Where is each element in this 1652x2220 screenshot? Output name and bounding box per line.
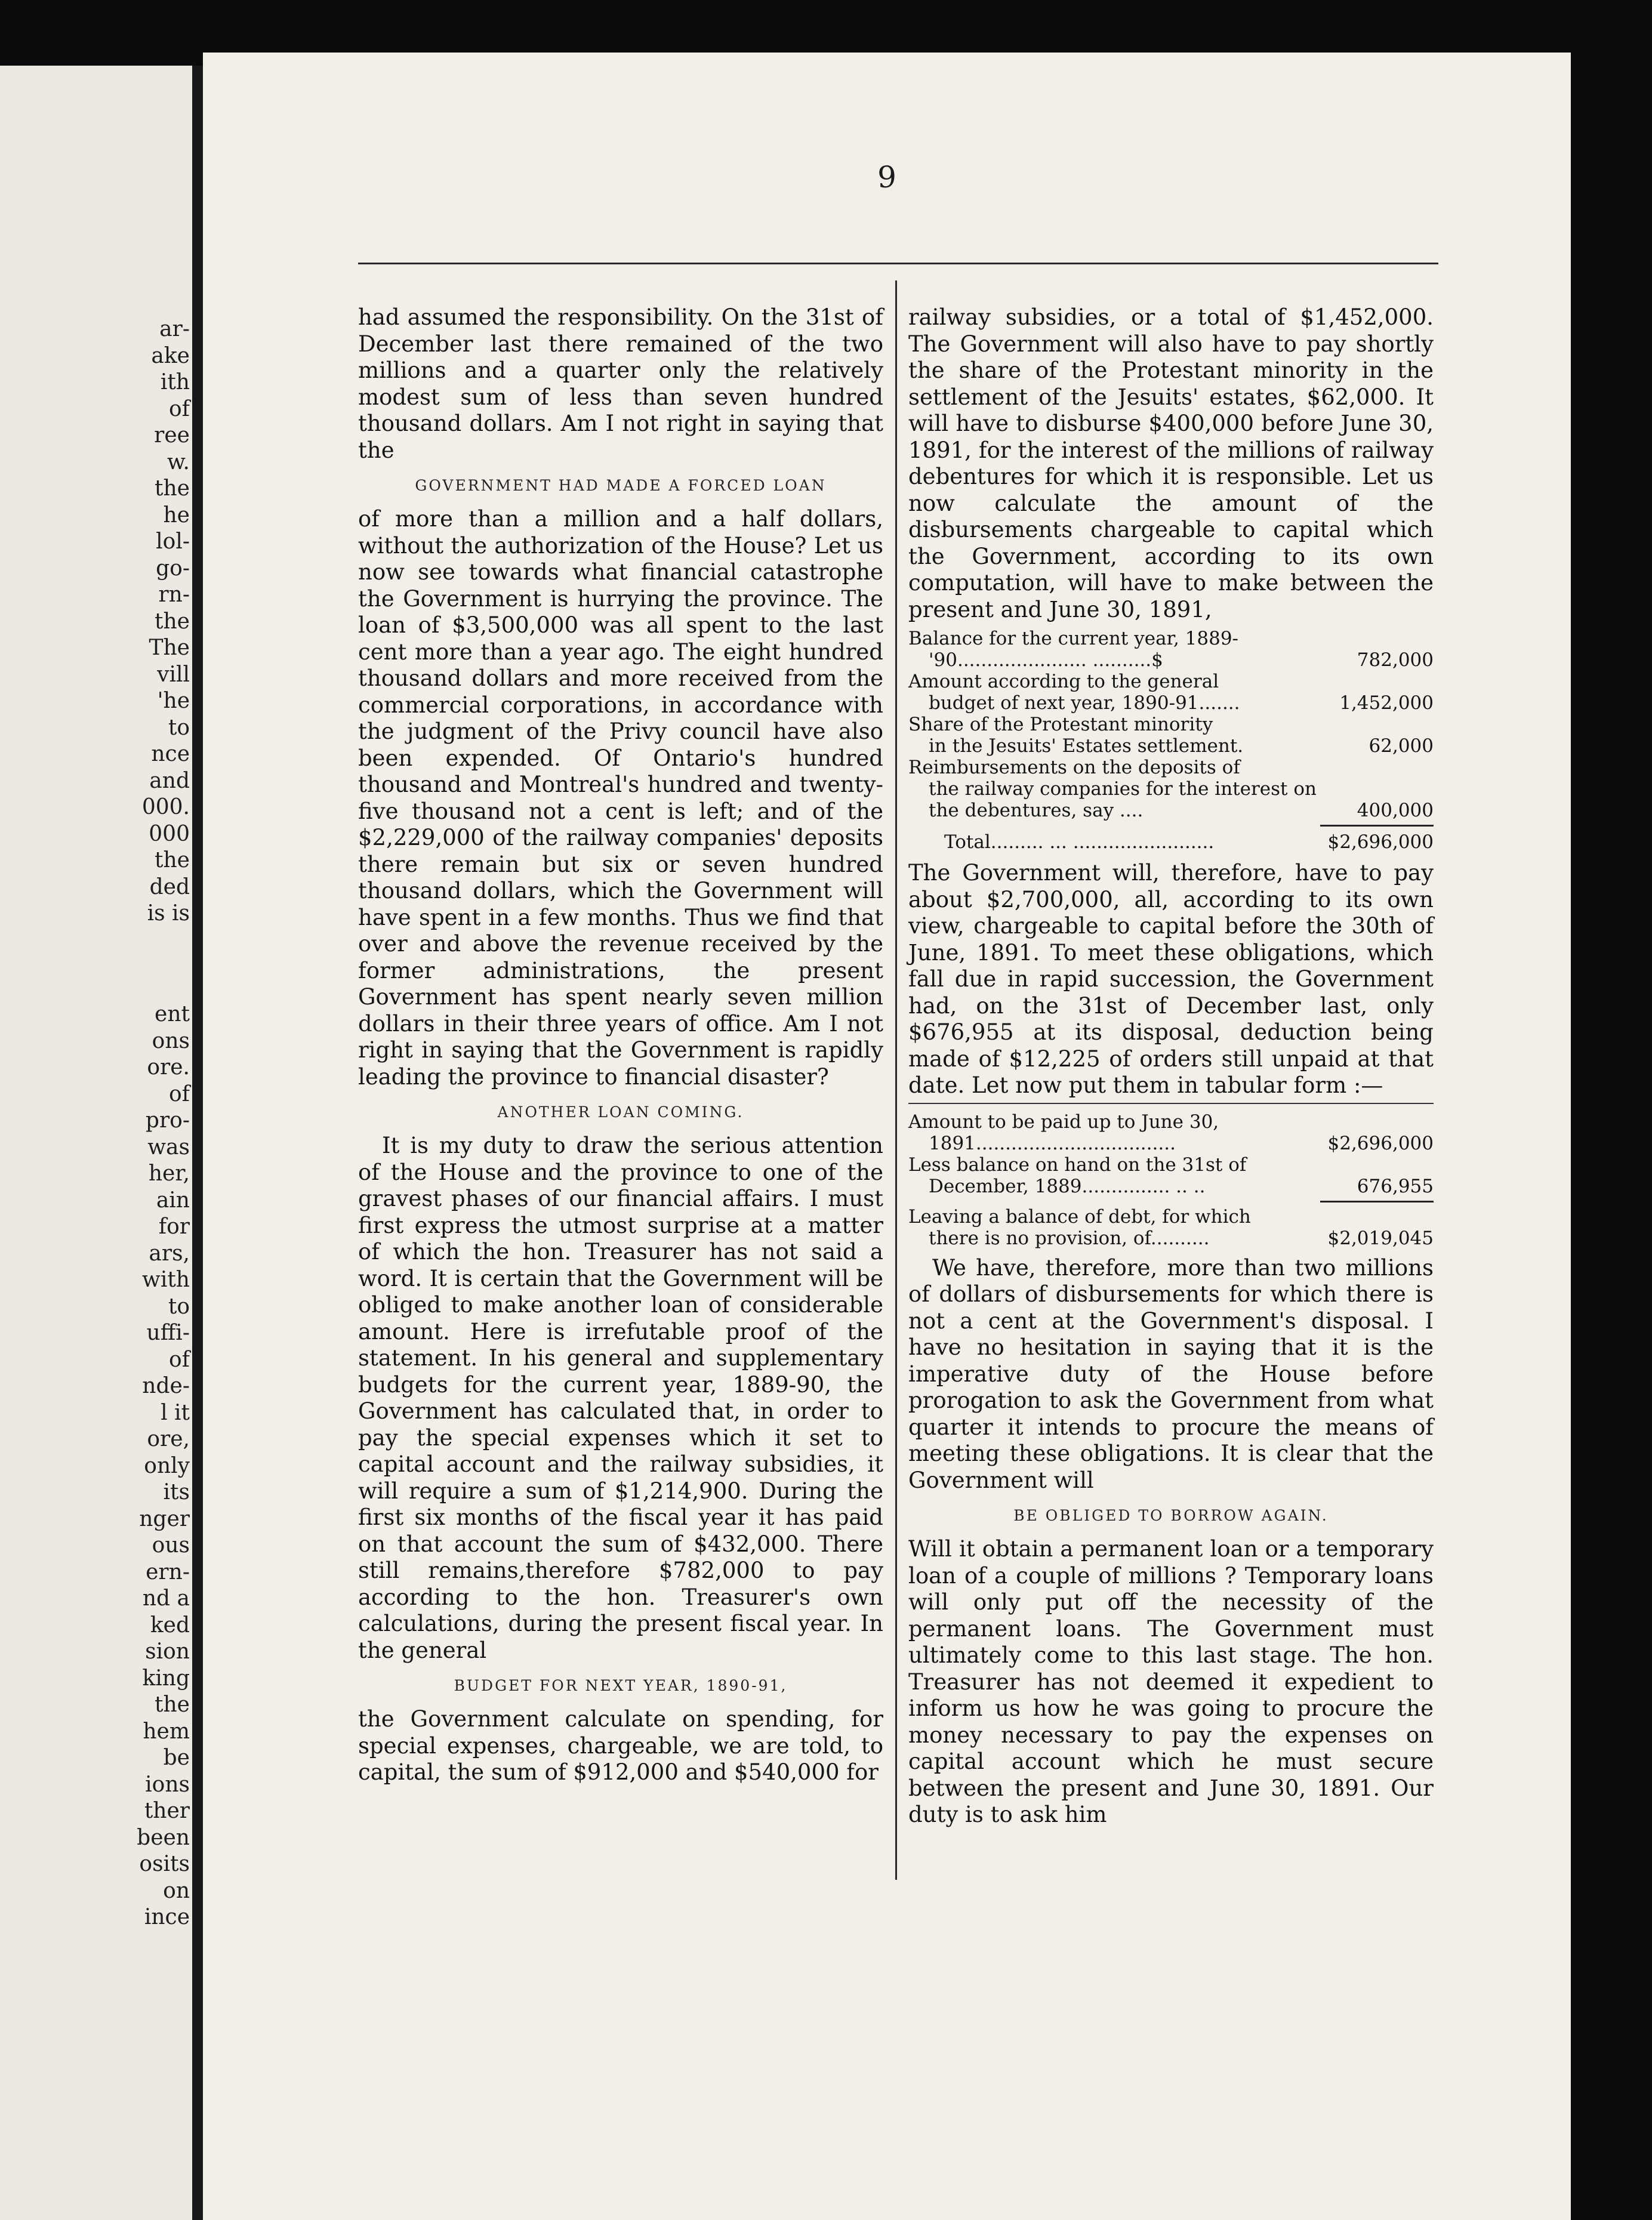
left-page-fragment: ince	[144, 1905, 190, 1929]
table-row	[908, 628, 1434, 671]
table-top-rule	[908, 1103, 1434, 1104]
row-amount: 1,452,000	[1339, 692, 1434, 714]
left-page-fragment: 000	[149, 821, 190, 846]
left-page-fragment: vill	[157, 662, 190, 687]
table-row	[908, 1111, 1434, 1154]
header-rule	[358, 263, 1438, 264]
left-page-fragment: is is	[147, 901, 190, 926]
left-page-fragment: ions	[145, 1772, 190, 1797]
left-page-fragment: ree	[154, 423, 190, 448]
row-amount: 676,955	[1357, 1175, 1434, 1197]
left-page-fragment: ked	[150, 1612, 190, 1638]
sum-rule	[1320, 1201, 1434, 1202]
page-gutter	[192, 66, 203, 2220]
column-left	[358, 304, 883, 1786]
column-divider	[895, 280, 897, 1880]
left-page-fragment: ons	[152, 1028, 190, 1053]
left-page-fragment: its	[163, 1480, 190, 1504]
left-page-fragment: to	[168, 715, 190, 740]
left-page-fragment: the	[155, 609, 190, 634]
total-row	[908, 830, 1434, 854]
left-facing-page	[0, 66, 192, 2220]
paragraph: The Government will, therefore, have to pay about $2,700,000, all, according to its own view, chargeable to capital before the 30th of June, 1891. To meet these obligations, which fall due in rapid succession, the Government had, on the 31st of December last, only $676,955 at its disposal, deduction being made of $12,225 of orders still unpaid at that date. Let now put them in tabular form :—	[908, 860, 1434, 1098]
page-number: 9	[877, 160, 896, 195]
section-heading: BUDGET FOR NEXT YEAR, 1890-91,	[454, 1677, 788, 1694]
left-page-fragment: king	[142, 1666, 190, 1691]
left-page-fragment: ther	[144, 1799, 190, 1823]
left-page-fragment: for	[158, 1214, 190, 1239]
total-label: Total......... ... ........................	[944, 831, 1215, 853]
left-page-fragment: the	[155, 848, 190, 872]
left-page-fragment: ent	[155, 1002, 190, 1026]
sum-rule	[1320, 825, 1434, 827]
left-page-fragment: the	[155, 476, 190, 501]
left-page-fragment: he	[163, 502, 190, 528]
paragraph: We have, therefore, more than two millions of dollars of disbursements for which there is not a cent at the Government's disposal. I have no hesitation in saying that it is the imperative duty of the House before prorogation to ask the Government from what quarter it intends to procure the means of meeting these obligations. It is clear that the Government will	[908, 1254, 1434, 1493]
left-page-fragment: been	[137, 1825, 190, 1850]
left-page-fragment: ous	[152, 1533, 190, 1558]
left-page-fragment: w.	[167, 449, 190, 474]
left-page-fragment: l it	[161, 1400, 190, 1425]
row-label: Share of the Protestant minority in the Jesuits' Estates settlement.	[908, 714, 1244, 757]
table-row	[908, 1154, 1434, 1197]
row-amount: 400,000	[1357, 800, 1434, 821]
left-page-fragment: ith	[160, 370, 190, 394]
row-label: Reimbursements on the deposits of the railway companies for the interest on the debentures, say ....	[908, 757, 1317, 821]
left-page-fragment: nde-	[142, 1374, 190, 1398]
left-page-fragment: of	[169, 1081, 190, 1106]
left-page-fragment: 'he	[157, 689, 190, 713]
left-page-fragment: only	[144, 1453, 190, 1478]
left-page-fragment: rn-	[158, 582, 190, 607]
left-page-fragment: ake	[151, 343, 190, 368]
left-page-fragment: lol-	[156, 529, 190, 554]
left-page-fragment: to	[168, 1294, 190, 1319]
left-page-fragment: the	[155, 1692, 190, 1717]
paragraph: railway subsidies, or a total of $1,452,000. The Government will also have to pay shortly the share of the Protestant minority in the settlement of the Jesuits' estates, $62,000. It will have to disburse $400,000 before June 30, 1891, for the interest of the millions of railway debentures for which it is responsible. Let us now calculate the amount of the disbursements chargeable to capital which the Government, according to its own computation, will have to make between the present and June 30, 1891,	[908, 304, 1434, 622]
disbursements-table	[908, 628, 1434, 854]
left-page-fragment: sion	[145, 1639, 190, 1664]
left-page-fragment: nce	[151, 742, 190, 766]
balance-row	[908, 1206, 1434, 1249]
left-page-fragment: was	[147, 1134, 190, 1160]
paragraph: It is my duty to draw the serious attention of the House and the province to one of the gravest phases of our financial affairs. I must first express the utmost surprise at a matter of which the hon. Treasurer has not said a word. It is certain that the Government will be obliged to make another loan of considerable amount. Here is irrefutable proof of the statement. In his general and supplementary budgets for the current year, 1889-90, the Government has calculated that, in order to pay the special expenses which it set to capital account and the railway subsidies, it will require a sum of $1,214,900. During the first six months of the fiscal year it has paid on that account the sum of $432,000. There still remains,therefore $782,000 to pay according to the hon. Treasurer's own calculations, during the present fiscal year. In the general	[358, 1133, 883, 1663]
left-page-fragment: ars,	[149, 1241, 190, 1266]
left-page-fragment: nd a	[142, 1586, 190, 1611]
section-heading: GOVERNMENT HAD MADE A FORCED LOAN	[415, 477, 827, 494]
table-row	[908, 714, 1434, 757]
row-label: Leaving a balance of debt, for which there is no provision, of..........	[908, 1205, 1251, 1249]
row-label: Balance for the current year, 1889- '90...................... ..........$	[908, 628, 1239, 671]
table-row	[908, 757, 1434, 821]
left-page-fragment: ar-	[159, 317, 190, 341]
column-right	[908, 304, 1434, 1829]
left-page-fragment: with	[142, 1268, 190, 1292]
left-page-fragment: ern-	[146, 1559, 190, 1584]
table-row	[908, 671, 1434, 714]
paragraph: of more than a million and a half dollars, without the authorization of the House? Let us now see towards what financial catastrophe the Government is hurrying the province. The loan of $3,500,000 was all spent to the last cent more than a year ago. The eight hundred thousand dollars and more received from the commercial corporations, in accordance with the judgment of the Privy council have also been expended. Of Ontario's hundred thousand and Montreal's hundred and twenty-five thousand not a cent is left; and of the $2,229,000 of the railway companies' deposits there remain but six or seven hundred thousand dollars, which the Government will have spent in a few months. Thus we find that over and above the revenue received by the former administrations, the present Government has spent nearly seven million dollars in their three years of office. Am I not right in saying that the Government is rapidly leading the province to financial disaster?	[358, 506, 883, 1090]
section-heading: BE OBLIGED TO BORROW AGAIN.	[1013, 1507, 1329, 1524]
row-amount: $2,019,045	[1327, 1227, 1434, 1249]
row-label: Less balance on hand on the 31st of December, 1889............... .. ..	[908, 1154, 1247, 1197]
left-page-fragment: ore.	[147, 1055, 190, 1080]
scan-right-border	[1571, 53, 1652, 2220]
left-page-fragment: go-	[156, 556, 190, 581]
left-page-fragment: her,	[148, 1161, 190, 1186]
left-page-fragment: and	[149, 768, 190, 793]
row-amount: $2,696,000	[1327, 1132, 1434, 1154]
left-page-fragment: osits	[139, 1852, 190, 1876]
row-label: Amount according to the general budget of next year, 1890-91.......	[908, 671, 1240, 714]
paragraph: the Government calculate on spending, for special expenses, chargeable, we are told, to capital, the sum of $912,000 and $540,000 for	[358, 1706, 883, 1785]
paragraph: Will it obtain a permanent loan or a temporary loan of a couple of millions ? Temporary loans will only put off the necessity of the permanent loans. The Government must ultimately come to this last stage. The hon. Treasurer has not deemed it expedient to inform us how he was going to procure the money necessary to pay the expenses on capital account which he must secure between the present and June 30, 1891. Our duty is to ask him	[908, 1536, 1434, 1827]
row-amount: 62,000	[1369, 735, 1434, 757]
left-page-fragment: of	[169, 1347, 190, 1372]
left-page-fragment: ded	[149, 874, 190, 899]
balance-table	[908, 1111, 1434, 1249]
left-page-fragment: The	[149, 636, 190, 660]
total-amount: $2,696,000	[1327, 831, 1434, 853]
paragraph: had assumed the responsibility. On the 31st of December last there remained of the two millions and a quarter only the relatively modest sum of less than seven hundred thousand dollars. Am I not right in saying that the	[358, 304, 883, 463]
left-page-fragment: on	[163, 1878, 190, 1903]
section-heading: ANOTHER LOAN COMING.	[497, 1103, 744, 1121]
left-page-fragment: uffi-	[146, 1321, 190, 1345]
left-page-fragment: ore,	[147, 1427, 190, 1451]
left-page-fragment: ain	[156, 1188, 190, 1213]
row-amount: 782,000	[1357, 649, 1434, 671]
left-page-fragment: of	[169, 396, 190, 421]
left-page-fragment: 000.	[141, 795, 190, 819]
row-label: Amount to be paid up to June 30, 1891..................................	[908, 1111, 1219, 1154]
left-page-fragment: hem	[143, 1719, 190, 1744]
left-page-fragment: be	[163, 1746, 190, 1770]
left-page-fragment: nger	[139, 1506, 190, 1531]
left-page-fragment: pro-	[145, 1108, 190, 1133]
